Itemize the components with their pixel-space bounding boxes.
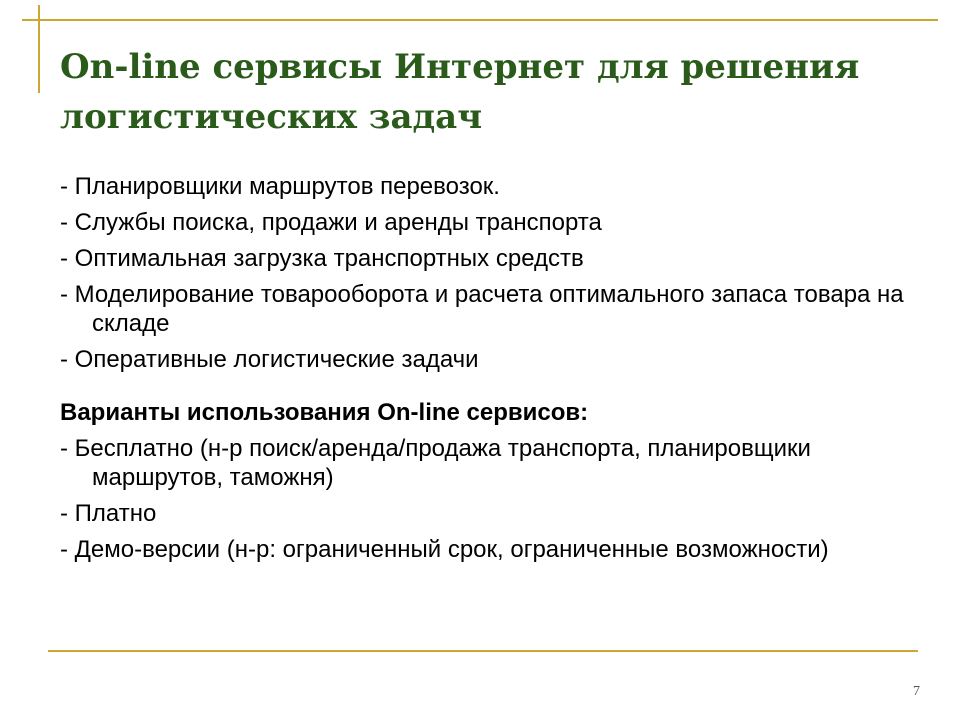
list-item: - Планировщики маршрутов перевозок. (60, 173, 500, 200)
list-item: - Службы поиска, продажи и аренды транспорта (60, 209, 602, 236)
page-number: 7 (913, 684, 920, 699)
variant-item: - Бесплатно (н-р поиск/аренда/продажа транспорта, планировщики маршрутов, таможня) (60, 435, 811, 491)
slide-title: On-line сервисы Интернет для решения логистических задач (60, 47, 860, 137)
variant-item: - Демо-версии (н-р: ограниченный срок, ограниченные возможности) (60, 536, 829, 563)
list-item: - Моделирование товарооборота и расчета оптимального запаса товара на складе (60, 281, 904, 337)
list-item: - Оперативные логистические задачи (60, 346, 479, 373)
variant-item: - Платно (60, 500, 157, 527)
left-divider (38, 5, 40, 93)
list-item: - Оптимальная загрузка транспортных средств (60, 245, 584, 272)
top-divider (22, 19, 938, 21)
variants-heading: Варианты использования On-line сервисов: (60, 399, 589, 426)
slide-content (60, 172, 920, 571)
bottom-divider (48, 650, 918, 652)
